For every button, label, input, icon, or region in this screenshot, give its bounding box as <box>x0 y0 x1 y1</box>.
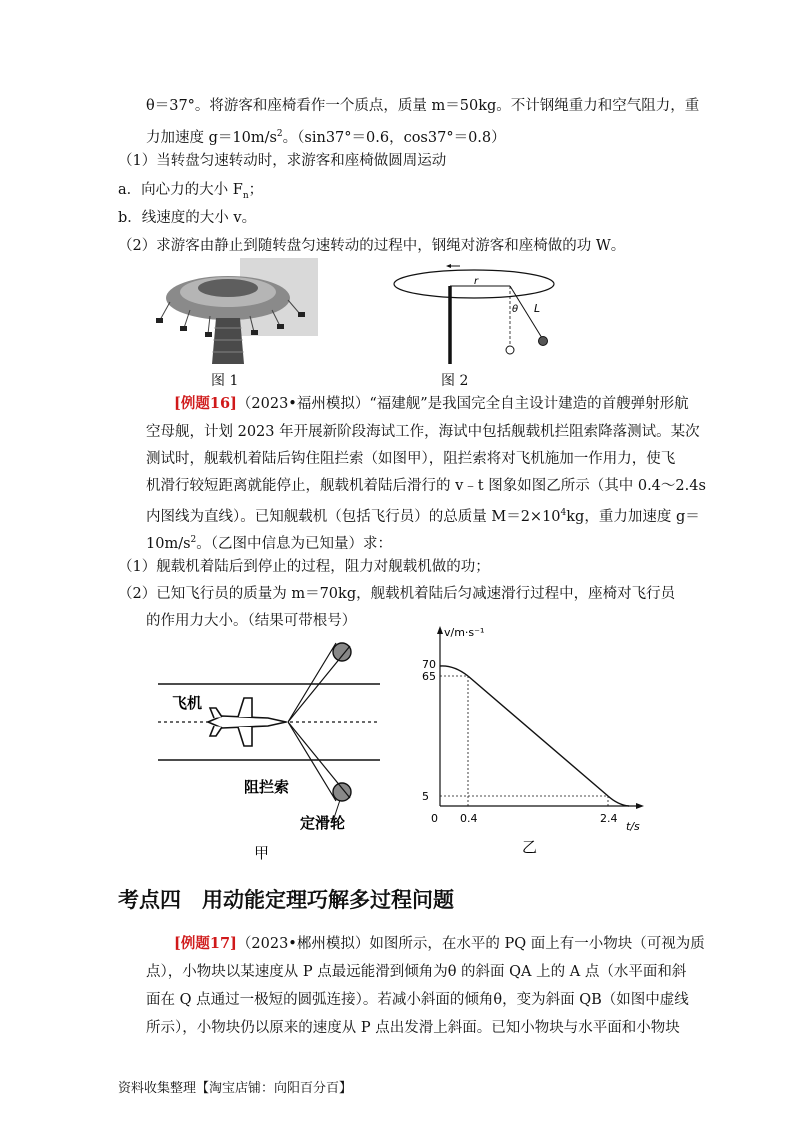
label-pulley: 定滑轮 <box>300 814 346 832</box>
y-tick-label: 5 <box>422 790 429 803</box>
example-17-line: 面在 Q 点通过一极短的圆弧连接）。若减小斜面的倾角θ，变为斜面 QB（如图中虚线 <box>146 992 689 1008</box>
figure-2-caption: 图 2 <box>441 373 469 389</box>
chart-caption: 乙 <box>522 838 538 856</box>
example-16-line: [例题16]（2023•福州模拟）“福建舰”是我国完全自主设计建造的首艘弹射形航 <box>174 395 689 412</box>
figure-2-diagram <box>390 256 570 368</box>
question-1: （1）当转盘匀速转动时，求游客和座椅做圆周运动 <box>118 153 447 169</box>
example-16-line: 内图线为直线）。已知舰载机（包括飞行员）的总质量 $M=2\times 10^4kg$，重力加速度 g＝ <box>146 508 700 525</box>
figure-jia-caption: 甲 <box>254 844 270 862</box>
example-16-q2: （2）已知飞行员的质量为 m＝70kg，舰载机着陆后匀减速滑行过程中，座椅对飞行员 <box>118 586 676 602</box>
example-17-tag: [例题17] <box>174 935 237 952</box>
label-r: r <box>474 276 479 287</box>
example-17-line: [例题17]（2023•郴州模拟）如图所示，在水平的 PQ 面上有一小物块（可视为质 <box>174 935 705 952</box>
figure-jia-diagram <box>150 636 390 868</box>
example-16-line: 空母舰，计划 2023 年开展新阶段海试工作，海试中包括舰载机拦阻索降落测试。某次 <box>146 424 700 440</box>
y-axis-label: v/m·s⁻¹ <box>444 626 485 639</box>
airplane-icon <box>208 698 286 746</box>
example-16-q2: 的作用力大小。（结果可带根号） <box>146 613 357 629</box>
label-cable: 阻拦索 <box>244 778 290 796</box>
vt-chart <box>408 622 648 862</box>
label-theta: θ <box>512 304 519 315</box>
example-16-q1: （1）舰载机着陆后到停止的过程，阻力对舰载机做的功； <box>118 559 490 575</box>
y-tick-label: 70 <box>422 658 436 671</box>
y-tick-label: 65 <box>422 670 436 683</box>
example-16-line: 测试时，舰载机着陆后钩住阻拦索（如图甲），阻拦索将对飞机施加一作用力，使飞 <box>146 451 676 467</box>
example-17-line: 点），小物块以某速度从 P 点最远能滑到倾角为θ 的斜面 QA 上的 A 点（水平面和斜 <box>146 964 687 980</box>
x-tick-label: 0 <box>431 812 438 825</box>
figure-1-caption: 图 1 <box>211 373 239 389</box>
series-line-segment <box>468 676 608 796</box>
example-17-line: 所示），小物块仍以原来的速度从 P 点出发滑上斜面。已知小物块与水平面和小物块 <box>146 1020 680 1036</box>
question-1b: b．线速度的大小 v。 <box>118 210 257 226</box>
x-tick-label: 0.4 <box>460 812 478 825</box>
footer: 资料收集整理【淘宝店铺：向阳百分百】 <box>118 1081 353 1096</box>
example-16-line: 机滑行较短距离就能停止，舰载机着陆后滑行的 v﹣t 图象如图乙所示（其中 0.4～2.4s <box>146 478 706 494</box>
example-16-tag: [例题16] <box>174 395 237 412</box>
text-line: 力加速度 $g=10m/s^2$。（sin37°＝0.6，cos37°＝0.8） <box>146 129 506 146</box>
section-heading: 考点四 用动能定理巧解多过程问题 <box>118 888 454 912</box>
figure-1-carousel-photo <box>150 258 318 366</box>
example-16-line: $10m/s^2$。（乙图中信息为已知量）求： <box>146 535 393 552</box>
x-axis-label: t/s <box>626 820 640 833</box>
question-1a: a．向心力的大小 $F_n$； <box>118 182 264 201</box>
label-L: L <box>534 302 541 315</box>
question-2: （2）求游客由静止到随转盘匀速转动的过程中，钢绳对游客和座椅做的功 W。 <box>118 238 626 254</box>
text-line: θ＝37°。将游客和座椅看作一个质点，质量 m＝50kg。不计钢绳重力和空气阻力，重 <box>146 98 700 114</box>
series-curve-end <box>608 796 629 806</box>
x-tick-label: 2.4 <box>600 812 618 825</box>
label-plane: 飞机 <box>172 694 203 712</box>
series-curve-start <box>440 666 468 676</box>
